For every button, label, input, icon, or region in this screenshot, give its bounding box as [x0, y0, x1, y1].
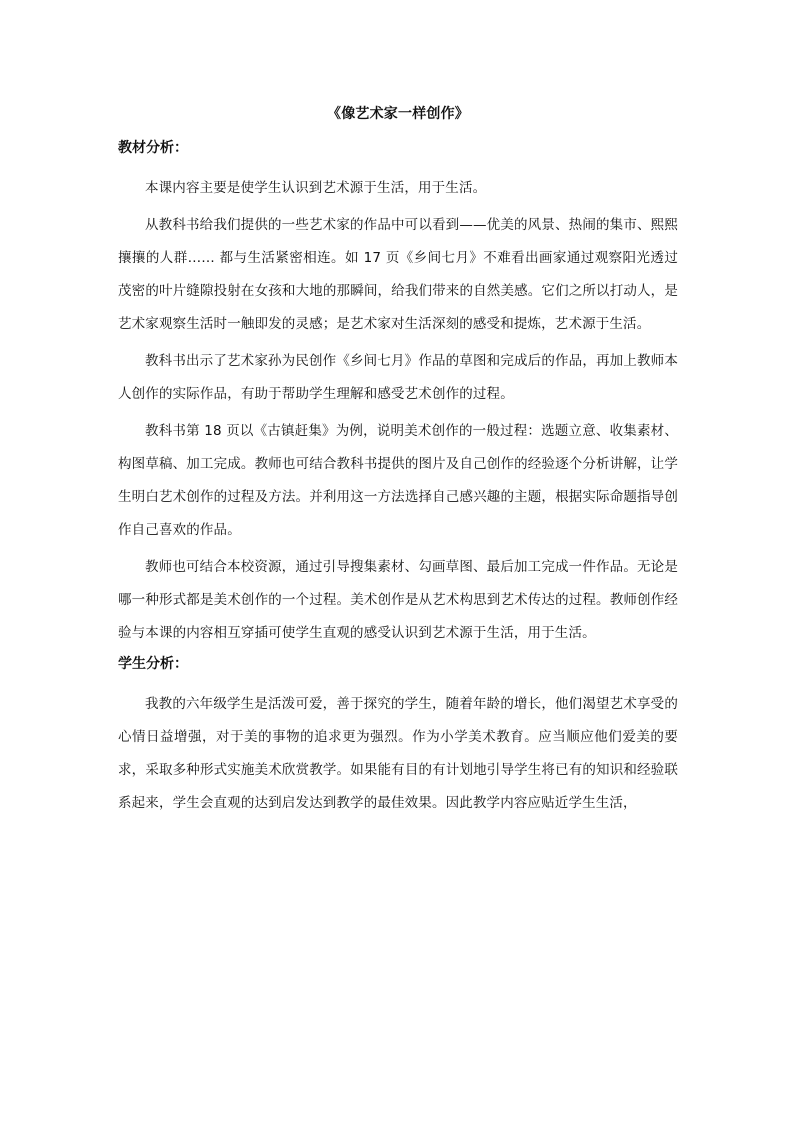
document-content: [118, 104, 678, 820]
document-title: 《像艺术家一样创作》: [327, 106, 469, 122]
section-heading-student-analysis: 学生分析：: [118, 656, 188, 672]
paragraph-textbook-4: 教科书第 18 页以《古镇赶集》为例，说明美术创作的一般过程：选题立意、收集素材、构图草稿、加工完成。教师也可结合教科书提供的图片及自己创作的经验逐个分析讲解，让学生明白艺术创作的过程及方法。并利用这一方法选择自己感兴趣的主题，根据实际命题指导创作自己喜欢的作品。: [118, 423, 678, 538]
paragraph-textbook-3: 教科书出示了艺术家孙为民创作《乡间七月》作品的草图和完成后的作品，再加上教师本人创作的实际作品，有助于帮助学生理解和感受艺术创作的过程。: [118, 353, 678, 402]
paragraph-textbook-2: 从教科书给我们提供的一些艺术家的作品中可以看到——优美的风景、热闹的集市、熙熙攘攘的人群…… 都与生活紧密相连。如 17 页《乡间七月》不难看出画家通过观察阳光透过茂密的叶片缝隙投射在女孩和大地的那瞬间，给我们带来的自然美感。它们之所以打动人，是艺术家观察生活时一触即发的灵感；是艺术家对生活深刻的感受和提炼，艺术源于生活。: [118, 217, 678, 332]
paragraph-textbook-1: 本课内容主要是使学生认识到艺术源于生活，用于生活。: [145, 180, 487, 196]
paragraph-student-1: 我教的六年级学生是活泼可爱，善于探究的学生，随着年龄的增长，他们渴望艺术享受的心情日益增强，对于美的事物的追求更为强烈。作为小学美术教育。应当顺应他们爱美的要求，采取多种形式实施美术欣赏教学。如果能有目的有计划地引导学生将已有的知识和经验联系起来，学生会直观的达到启发达到教学的最佳效果。因此教学内容应贴近学生生活，: [118, 696, 678, 811]
section-student-analysis: [118, 654, 678, 820]
section-textbook-analysis: [118, 138, 678, 650]
section-heading-textbook-analysis: 教材分析：: [118, 140, 188, 156]
paragraph-textbook-5: 教师也可结合本校资源，通过引导搜集素材、勾画草图、最后加工完成一件作品。无论是哪一种形式都是美术创作的一个过程。美术创作是从艺术构思到艺术传达的过程。教师创作经验与本课的内容相互穿插可使学生直观的感受认识到艺术源于生活，用于生活。: [118, 559, 678, 641]
